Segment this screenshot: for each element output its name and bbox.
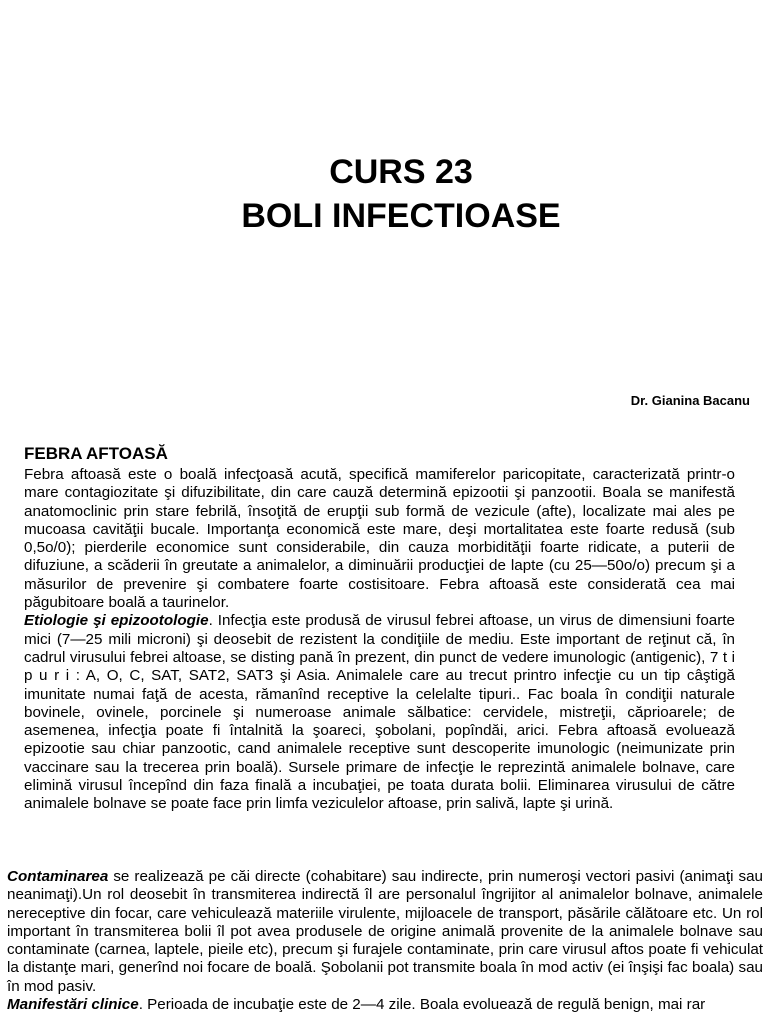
contamination-text: se realizează pe căi directe (cohabitare) sau indirecte, prin numeroşi vectori pasivi (animaţi sau neanimaţi).Un rol deosebit în transmiterea indirectă îl are personalul îngrijitor al animalelor bolnave, animalele nereceptive din focar, care vehiculează materiile virulente, mijloacele de transport, păsările călătoare etc. Un rol important în transmiterea bolii îl pot avea produsele de origine animală provenite de la animalele bolnave sau contaminate (carnea, laptele, pieile etc), precum şi furajele contaminate, prin care virusul aftos poate fi vehiculat la distanţe mari, generînd noi focare de boală. Şobolanii pot transmite boala în mod activ (ei înşişi fac boala) sau în mod pasiv. [7,868,763,995]
contamination-label: Contaminarea [7,868,109,885]
author-name: Dr. Gianina Bacanu [630,393,750,408]
contamination-paragraph [7,868,763,996]
clinical-paragraph [7,996,763,1014]
section-body-continued [7,868,763,1014]
section-body [24,466,735,814]
course-number: CURS 23 [329,153,473,191]
etiology-text: . Infecţia este produsă de virusul febrei aftoase, un virus de dimensiuni foarte mici (7—25 mili microni) şi deosebit de rezistent la condiţiile de mediu. Este important de reţinut că, în cadrul virusului febrei altoase, se disting pană în prezent, din punct de vedere imunologic (antigenic), 7 t i p u r i : A, O, C, SAT, SAT2, SAT3 şi Asia. Animalele care au trecut printro infecţie cu un tip câştigă imunitate numai faţă de acesta, rămanînd receptive la celelalte tipuri.. Fac boala în condiţii naturale bovinele, ovinele, porcinele şi numeroase animale sălbatice: cervidele, mistreţii, căprioarele; de asemenea, infecţia poate fi întalnită la şoareci, şobolani, popîndăi, arici. Febra aftoasă evoluează epizootie sau chiar panzootic, cand animalele receptive sunt descoperite imunologic (neimunizate prin vaccinare sau la trecerea prin boală). Sursele primare de infecţie le reprezintă animalele bolnave, care elimină virusul începînd din faza finală a incubaţiei, pe toata durata bolii. Eliminarea virusului de către animalele bolnave se poate face prin limfa veziculelor aftoase, prin salivă, lapte şi urină. [24,612,735,813]
etiology-label: Etiologie şi epizootologie [24,612,209,630]
clinical-label: Manifestări clinice [7,996,139,1014]
course-subject: BOLI INFECTIOASE [241,197,561,235]
section-heading: FEBRA AFTOASĂ [24,444,168,463]
intro-paragraph: Febra aftoasă este o boală infecţoasă acută, specifică mamiferelor paricopitate, caracterizată printr-o mare contagiozitate şi difuzibilitate, din care cauză determină epizootii şi panzootii. Boala se manifestă anatomoclinic prin stare febrilă, însoţită de erupţii sub formă de vezicule (afte), localizate mai ales pe mucoasa cavităţii bucale. Importanţa economică este mare, deşi mortalitatea este foarte redusă (sub 0,5o/0); pierderile economice sunt considerabile, din cauza morbidităţii foarte ridicate, a puterii de difuziune, a scăderii în greutate a animalelor, a diminuării producţiei de lapte (cu 25—50o/o) precum şi a măsurilor de prevenire şi combatere foarte costisitoare. Febra aftoasă este considerată cea mai păgubitoare boală a taurinelor. [24,466,735,612]
clinical-text: . Perioada de incubaţie este de 2—4 zile. Boala evoluează de regulă benign, mai rar [138,996,706,1014]
etiology-paragraph [24,612,735,813]
